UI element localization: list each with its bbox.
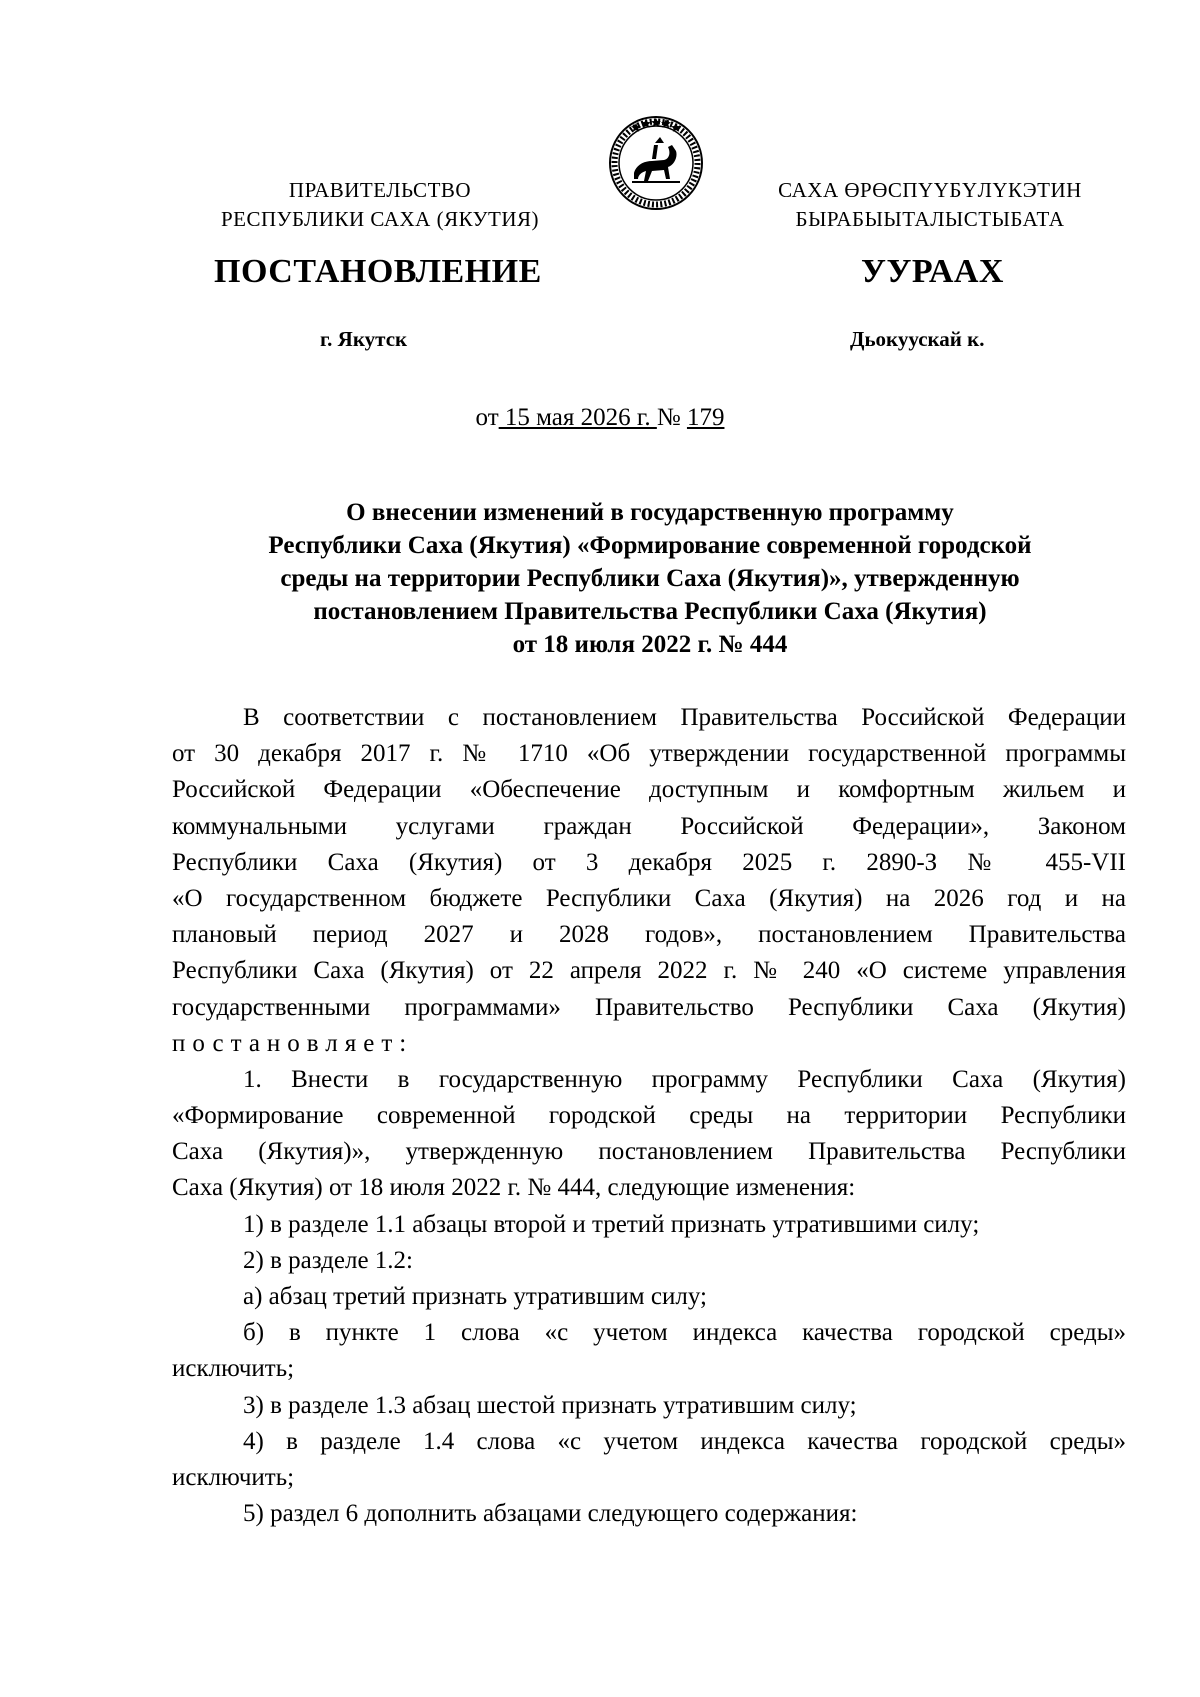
body-line: б) в пункте 1 слова «с учетом индекса качества городской среды»: [243, 1319, 1126, 1347]
body-line: коммунальными услугами граждан Российской Федерации», Законом: [172, 812, 1126, 840]
city-ru: г. Якутск: [320, 327, 408, 351]
body-line: «Формирование современной городской среды на территории Республики: [172, 1102, 1126, 1130]
body-line: 1) в разделе 1.1 абзацы второй и третий признать утратившими силу;: [243, 1210, 980, 1238]
heading-line: постановлением Правительства Республики Саха (Якутия): [313, 598, 987, 625]
body-line: плановый период 2027 и 2028 годов», постановлением Правительства: [172, 921, 1126, 949]
document-body: [172, 700, 1126, 1532]
body-line: 4) в разделе 1.4 слова «с учетом индекса качества городской среды»: [243, 1427, 1126, 1455]
issuer-ru: [190, 176, 570, 234]
body-line: государственными программами» Правительство Республики Саха (Якутия): [172, 993, 1126, 1021]
document-number: 179: [686, 404, 725, 431]
body-line: 1. Внести в государственную программу Республики Саха (Якутия): [243, 1065, 1126, 1093]
body-line: Саха (Якутия) от 18 июля 2022 г. № 444, следующие изменения:: [172, 1174, 856, 1202]
body-line: «О государственном бюджете Республики Саха (Якутия) на 2026 год и на: [172, 884, 1126, 912]
body-line: Республики Саха (Якутия) от 22 апреля 2022 г. № 240 «О системе управления: [172, 957, 1126, 985]
document-heading: [170, 496, 1130, 661]
body-line: Республики Саха (Якутия) от 3 декабря 2025 г. 2890-З № 455-VII: [172, 848, 1126, 876]
issuer-sah-line1: САХА ӨРӨСПYYБYЛYКЭТИН: [778, 178, 1082, 202]
document-type-sah: УУРААХ: [861, 253, 1004, 290]
coat-of-arms-emblem-icon: [608, 115, 704, 211]
heading-line: от 18 июля 2022 г. № 444: [512, 631, 788, 658]
document-date: 15 мая 2026 г.: [498, 404, 657, 431]
city-sah: Дьокуускай к.: [850, 327, 985, 351]
body-line: исключить;: [172, 1355, 295, 1383]
body-line: от 30 декабря 2017 г. № 1710 «Об утверждении государственной программы: [172, 740, 1126, 768]
heading-line: среды на территории Республики Саха (Якутия)», утвержденную: [280, 565, 1020, 592]
heading-line: О внесении изменений в государственную программу: [346, 499, 954, 526]
issuer-ru-line1: ПРАВИТЕЛЬСТВО: [288, 178, 472, 202]
number-sign: №: [656, 404, 681, 431]
issuer-sah: [740, 176, 1120, 234]
body-line: исключить;: [172, 1463, 295, 1491]
document-type-ru: ПОСТАНОВЛЕНИЕ: [214, 253, 542, 290]
body-line: 3) в разделе 1.3 абзац шестой признать утратившим силу;: [243, 1391, 857, 1419]
body-line: 2) в разделе 1.2:: [243, 1246, 413, 1274]
body-line-postanovlyaet: постановляет:: [172, 1029, 414, 1057]
date-prefix: от: [475, 404, 499, 431]
body-line: 5) раздел 6 дополнить абзацами следующего содержания:: [243, 1500, 858, 1528]
body-line: В соответствии с постановлением Правительства Российской Федерации: [243, 704, 1126, 731]
body-line: Российской Федерации «Обеспечение доступным и комфортным жильем и: [172, 776, 1126, 804]
body-line: Саха (Якутия)», утвержденную постановлением Правительства Республики: [172, 1138, 1126, 1166]
heading-line: Республики Саха (Якутия) «Формирование современной городской: [268, 532, 1032, 559]
document-date-number: [0, 404, 1200, 432]
issuer-ru-line2: РЕСПУБЛИКИ САХА (ЯКУТИЯ): [220, 207, 540, 231]
issuer-sah-line2: БЫРАБЫЫТАЛЫСТЫБАТА: [795, 207, 1065, 231]
body-line: а) абзац третий признать утратившим силу;: [243, 1283, 707, 1310]
